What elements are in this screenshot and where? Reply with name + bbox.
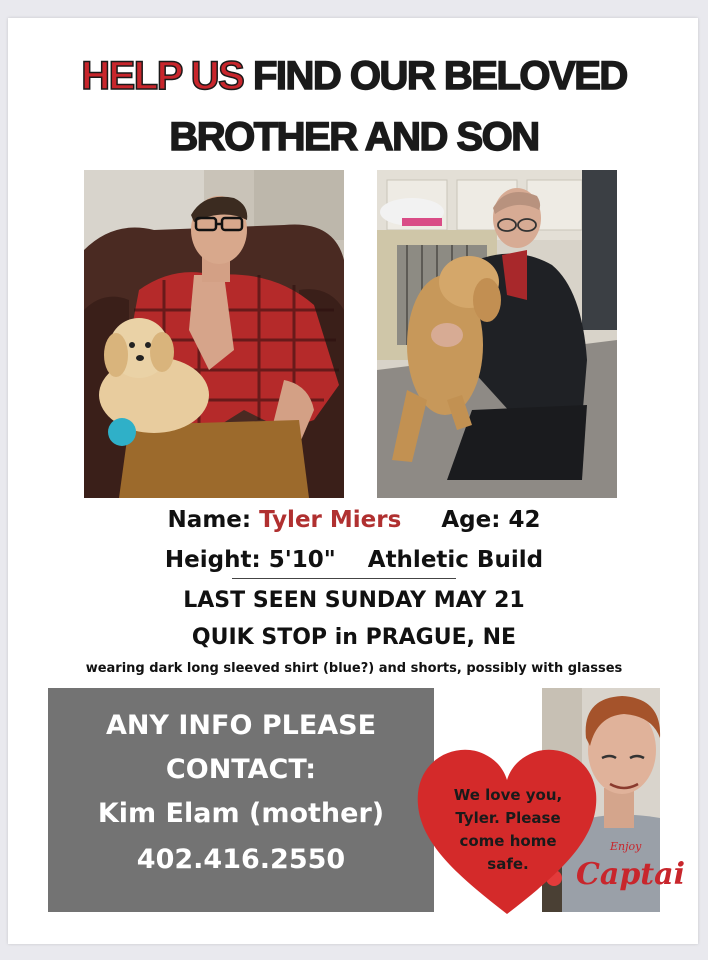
height-build-line bbox=[0, 547, 708, 573]
heart-line-1: We love you, bbox=[453, 786, 563, 804]
headline-line-1 bbox=[0, 54, 708, 99]
name-age-line bbox=[0, 507, 708, 533]
name-label: Name: bbox=[167, 507, 252, 533]
height-value: 5'10" bbox=[268, 547, 336, 573]
shirt-captain-text: Captai bbox=[576, 857, 685, 892]
heart-line-2: Tyler. Please bbox=[455, 809, 561, 827]
contact-box bbox=[48, 688, 434, 912]
photo-man-with-puppy-chair bbox=[84, 170, 344, 498]
contact-person: Kim Elam (mother) bbox=[97, 798, 385, 829]
contact-phone: 402.416.2550 bbox=[136, 844, 346, 875]
shirt-enjoy-text: Enjoy bbox=[610, 840, 642, 853]
contact-line-1: ANY INFO PLEASE bbox=[105, 710, 377, 741]
headline-find-our-beloved: FIND OUR BELOVED bbox=[252, 54, 627, 98]
build-text: Athletic Build bbox=[367, 547, 544, 573]
heart-line-4: safe. bbox=[487, 855, 529, 873]
photo-man-hugging-puppy bbox=[377, 170, 617, 498]
headline-line-2: BROTHER AND SON bbox=[169, 115, 539, 159]
age-label: Age: bbox=[441, 507, 501, 533]
heart-message bbox=[438, 784, 578, 876]
height-underline bbox=[232, 578, 456, 579]
heart-line-3: come home bbox=[459, 832, 557, 850]
location-line: QUIK STOP in PRAGUE, NE bbox=[191, 625, 517, 650]
clothing-line: wearing dark long sleeved shirt (blue?) and shorts, possibly with glasses bbox=[85, 661, 623, 676]
name-value: Tyler Miers bbox=[259, 507, 402, 533]
age-value: 42 bbox=[508, 507, 541, 533]
contact-line-2: CONTACT: bbox=[165, 754, 317, 785]
headline-help-us: HELP US bbox=[81, 54, 244, 98]
last-seen-line: LAST SEEN SUNDAY MAY 21 bbox=[183, 588, 525, 613]
height-label: Height: bbox=[164, 547, 261, 573]
